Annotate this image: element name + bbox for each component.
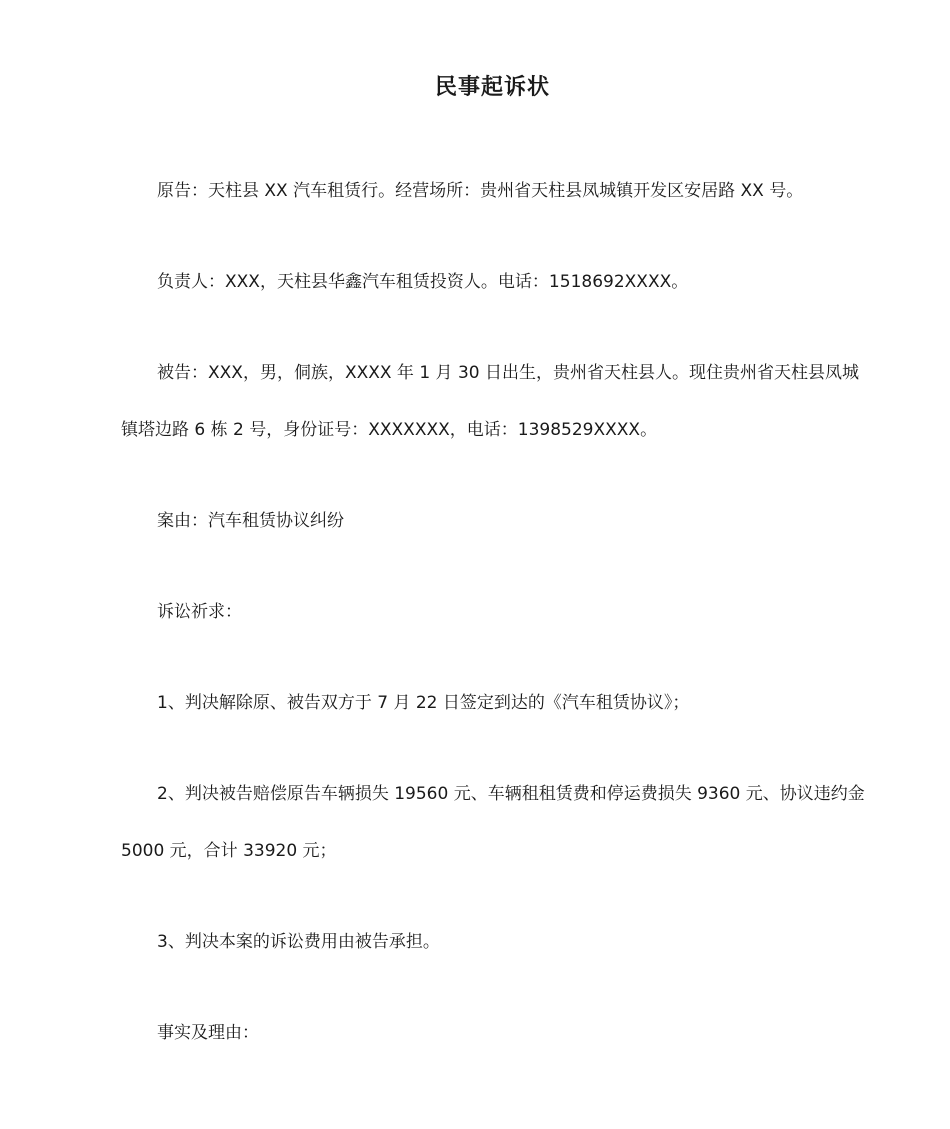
claim-item-2: 2、判决被告赔偿原告车辆损失 19560 元、车辆租租赁费和停运费损失 9360 元、协议违约金 5000 元，合计 33920 元； (121, 784, 865, 861)
case-cause-paragraph: 案由：汽车租赁协议纠纷 (157, 511, 344, 531)
responsible-person-paragraph: 负责人：XXX，天柱县华鑫汽车租赁投资人。电话：1518692XXXX。 (157, 272, 689, 292)
facts-heading: 事实及理由： (157, 1023, 259, 1043)
document-title: 民事起诉状 (434, 75, 550, 100)
claim-item-1: 1、判决解除原、被告双方于 7 月 22 日签定到达的《汽车租赁协议》； (157, 693, 690, 713)
plaintiff-paragraph: 原告：天柱县 XX 汽车租赁行。经营场所：贵州省天柱县凤城镇开发区安居路 XX 号。 (157, 181, 804, 201)
claims-heading: 诉讼祈求： (157, 602, 242, 622)
claim-item-3: 3、判决本案的诉讼费用由被告承担。 (157, 932, 440, 952)
defendant-paragraph: 被告：XXX，男，侗族，XXXX 年 1 月 30 日出生，贵州省天柱县人。现住贵州省天柱县凤城镇塔边路 6 栋 2 号，身份证号：XXXXXXX，电话：1398529XXXX。 (121, 363, 859, 440)
